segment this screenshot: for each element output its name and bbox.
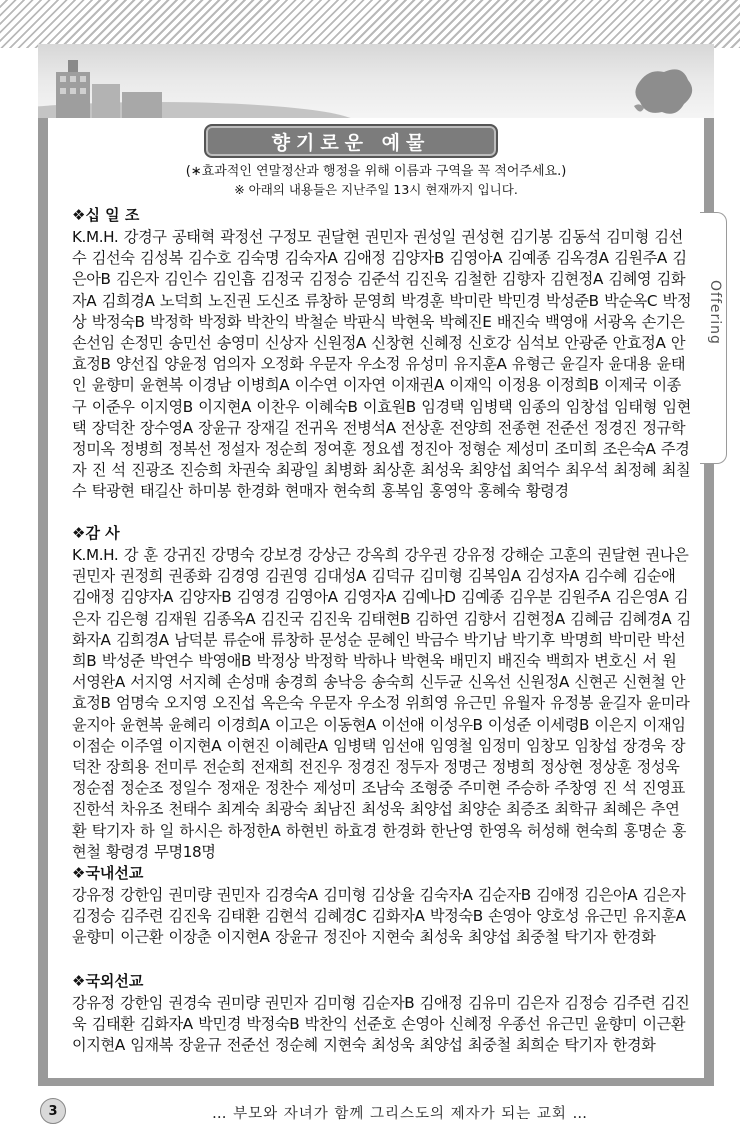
title-box xyxy=(204,124,498,158)
left-border xyxy=(38,118,48,1082)
page-title: 향기로운 예물 xyxy=(271,131,431,154)
section-tithe xyxy=(72,204,692,503)
section-heading: ❖국내선교 xyxy=(72,864,144,882)
notice-line-1: (∗효과적인 연말정산과 행정을 위해 이름과 구역을 꼭 적어주세요.) xyxy=(185,164,567,179)
footer-motto: … 부모와 자녀가 함께 그리스도의 제자가 되는 교회 … xyxy=(211,1106,588,1122)
section-thanksgiving xyxy=(72,522,692,863)
section-foreign-mission xyxy=(72,970,692,1057)
page-number: 3 xyxy=(40,1098,66,1124)
section-heading: ❖국외선교 xyxy=(72,972,144,990)
section-names: K.M.H. 강 훈 강귀진 강명숙 강보경 강상근 강옥희 강우권 강유정 강해순 고훈의 권달현 권나은 권민자 권정희 권종화 김경영 김권영 김대성A 김덕규 김미형 김복임A 김성자A 김수혜 김순애 김애정 김양자A 김양자B 김영경 김영아A 김영자A 김예나D 김예종 김우분 김원주A 김은영A 김은자 김은형 김재원 김종옥A 김진국 김진욱 김태현B 김하연 김향서 김현정A 김혜금 김혜경A 김화자A 김희경A 남덕분 류순애 류창하 문성순 문혜인 박금수 박기남 박기후 박명희 박미란 박선희B 박성준 박연수 박영애B 박정상 박정학 박하나 박현욱 배민지 배진숙 백희자 변호신 서 원 서영완A 서지영 서지혜 손성매 송경희 송낙응 송숙희 신두균 신옥선 신원정A 신현곤 신현철 안효정B 엄명숙 오지영 오진섭 옥은숙 우문자 우소정 위희영 유근민 유월자 유정봉 윤길자 윤미라 윤지아 윤현복 윤혜리 이경희A 이고은 이동현A 이선애 이성우B 이성준 이세령B 이은지 이재임 이점순 이주열 이지현A 이현진 이혜란A 임병택 임선애 임영철 임정미 임창모 임창섭 장경욱 장덕찬 장희용 전미루 전순희 전재희 전진우 정경진 정두자 정명근 정병희 정상현 정상훈 정성욱 정순점 정순조 정일수 정재운 정찬수 제성미 조남숙 조형중 주미현 주승하 주창영 진 석 진영표 진한석 차유조 천태수 최계숙 최광숙 최남진 최성욱 최양섭 최양순 최증조 최학규 최혜은 추연환 탁기자 하 일 하시은 하정한A 하현빈 하효경 한경화 한난영 한영옥 허성해 현숙희 홍명순 홍현철 황령경 무명18명 xyxy=(72,546,691,861)
section-heading: ❖감 사 xyxy=(72,524,120,542)
banner-illustration xyxy=(38,44,714,122)
header-banner xyxy=(38,44,714,122)
section-domestic-mission xyxy=(72,862,692,949)
section-names: 강유정 강한임 권경숙 권미량 권민자 김미형 김순자B 김애정 김유미 김은자 김정승 김주련 김진욱 김태환 김화자A 박민경 박정숙B 박찬익 선준호 손영아 신혜정 우종선 유근민 윤향미 이근환 이지현A 임재복 장윤규 전준선 정순혜 지현숙 최성욱 최양섭 최중철 최희순 탁기자 한경화 xyxy=(72,994,690,1055)
bottom-border xyxy=(38,1078,714,1086)
top-hatch-pattern xyxy=(0,0,740,48)
notice-line-2: ※ 아래의 내용들은 지난주일 13시 현재까지 입니다. xyxy=(234,182,518,197)
section-names: K.M.H. 강경구 공태혁 곽정선 구정모 권달현 권민자 권성일 권성현 김기봉 김동석 김미형 김선수 김선숙 김성복 김수호 김숙명 김숙자A 김애정 김양자B 김영아A 김예종 김옥경A 김원주A 김은아B 김은자 김인수 김인흡 김정국 김정승 김준석 김진욱 김철한 김향자 김현정A 김혜영 김화자A 김희경A 노덕희 노진권 도신조 류창하 문영희 박경훈 박미란 박민경 박성준B 박순옥C 박정상 박정숙B 박정학 박정화 박찬익 박철순 박판식 박현욱 박혜진E 배진숙 백영애 서광옥 손기은 손선임 손정민 송민선 송영미 신상자 신원정A 신창현 신혜정 신호강 심석보 안광준 안효정A 안효정B 양선집 양윤정 엄의자 오정화 우문자 우소정 유성미 유지훈A 유형근 윤길자 윤대용 윤태인 윤향미 윤현복 이경남 이병희A 이수연 이자연 이재권A 이재익 이정용 이정희B 이제국 이종구 이준우 이지영B 이지현A 이찬우 이혜숙B 이효원B 임경택 임병택 임종의 임창섭 임태형 임현택 장덕찬 장수영A 장윤규 장재길 전귀옥 전병석A 전상훈 전양희 전종현 전준선 정경진 정규학 정미옥 정병희 정복선 정설자 정순희 정여훈 정요셉 정진아 정형순 제성미 조미희 조은숙A 주경자 진 석 진광조 진승희 차권숙 최광일 최병화 최상훈 최성욱 최양섭 최억수 최우석 최정혜 최칠수 탁광현 태길산 하미봉 한경화 현매자 현숙희 홍복임 홍영악 홍혜숙 황령경 xyxy=(72,228,692,501)
section-heading: ❖십 일 조 xyxy=(72,206,140,224)
side-tab-label: Offering xyxy=(707,280,723,345)
section-names: 강유정 강한임 권미량 권민자 김경숙A 김미형 김상율 김숙자A 김순자B 김애정 김은아A 김은자 김정승 김주련 김진욱 김태환 김현석 김혜경C 김화자A 박정숙B 손영아 양호성 유근민 유지훈A 윤향미 이근환 이장춘 이지현A 장윤규 정진아 지현숙 최성욱 최양섭 최중철 탁기자 한경화 xyxy=(72,886,686,947)
